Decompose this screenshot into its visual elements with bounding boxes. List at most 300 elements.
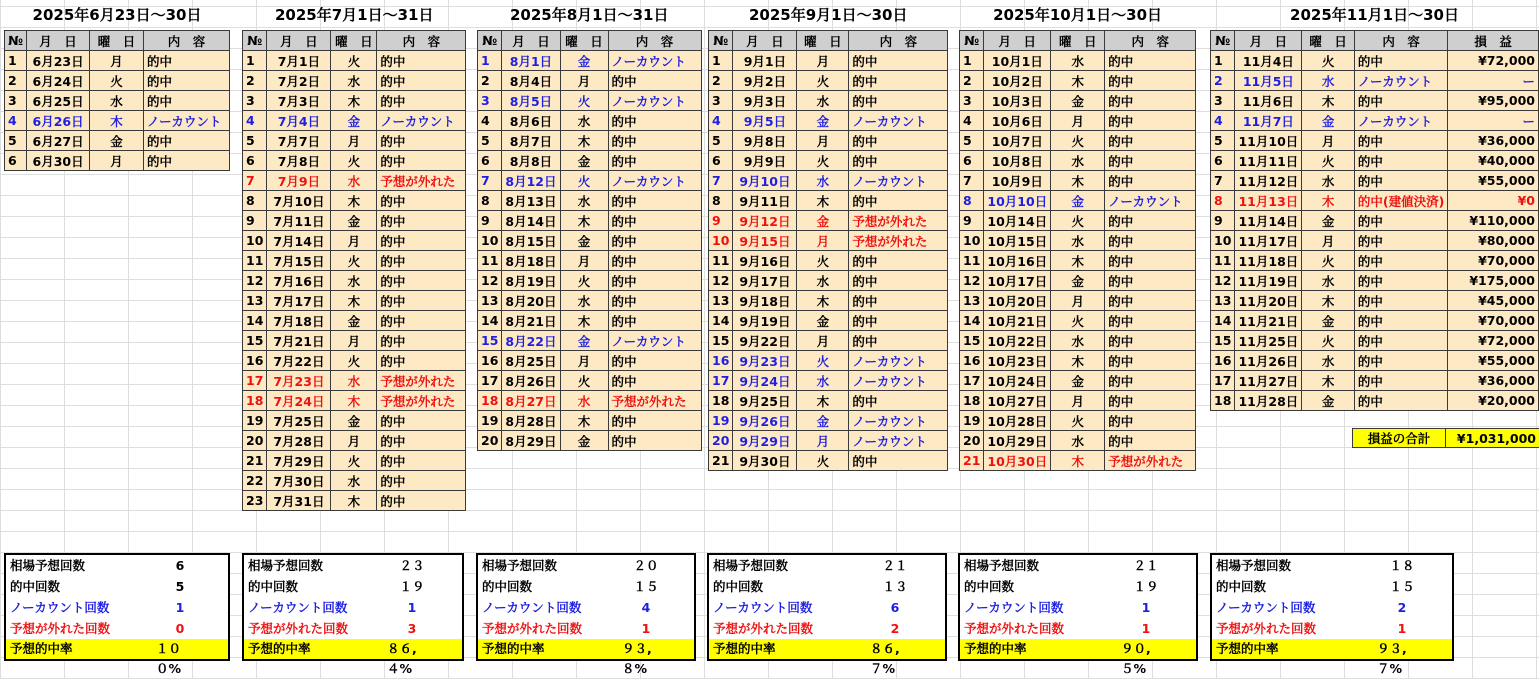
row-dow: 木 (331, 291, 377, 311)
summary-row (960, 639, 1196, 676)
row-no: 4 (5, 111, 27, 131)
row-no: 1 (5, 51, 27, 71)
block-title: 2025年8月1日～31日 (510, 6, 669, 24)
row-no: 10 (1211, 231, 1235, 251)
row-dow: 月 (331, 231, 377, 251)
summary-row (1212, 555, 1452, 576)
row-dow: 水 (331, 371, 377, 391)
row-content: 的中 (608, 311, 701, 331)
row-dow: 金 (1051, 271, 1105, 291)
row-no: 9 (1211, 211, 1235, 231)
header-no: № (478, 31, 502, 51)
row-no: 21 (243, 451, 267, 471)
row-date: 8月28日 (502, 411, 560, 431)
row-dow: 金 (90, 131, 144, 151)
table-row (243, 51, 466, 71)
row-date: 8月13日 (502, 191, 560, 211)
summary-label: 的中回数 (713, 579, 764, 594)
row-content: 的中 (377, 191, 466, 211)
row-date: 7月31日 (267, 491, 331, 511)
row-content: 的中 (377, 431, 466, 451)
row-date: 11月25日 (1235, 331, 1302, 351)
row-content: 的中 (1354, 131, 1447, 151)
row-date: 10月21日 (984, 311, 1051, 331)
row-date: 10月23日 (984, 351, 1051, 371)
table-row (478, 51, 702, 71)
row-no: 1 (243, 51, 267, 71)
row-content: 的中 (608, 271, 701, 291)
table-row (243, 231, 466, 251)
summary-value: ８６,７% (870, 641, 900, 676)
row-no: 14 (1211, 311, 1235, 331)
row-no: 19 (709, 411, 733, 431)
table-row (243, 251, 466, 271)
row-dow: 月 (90, 151, 144, 171)
row-dow: 火 (1302, 251, 1355, 271)
row-dow: 水 (1302, 71, 1355, 91)
row-no: 16 (243, 351, 267, 371)
table-row (478, 151, 702, 171)
row-no: 3 (5, 91, 27, 111)
row-no: 15 (243, 331, 267, 351)
row-date: 11月18日 (1235, 251, 1302, 271)
row-pl: ¥95,000 (1448, 91, 1539, 111)
header-dow: 曜 日 (331, 31, 377, 51)
row-no: 11 (709, 251, 733, 271)
block-title: 2025年6月23日～30日 (32, 6, 202, 24)
summary-value: １００% (156, 641, 182, 676)
summary-label: 予想的中率 (964, 641, 1027, 656)
row-dow: 木 (331, 91, 377, 111)
summary-value: 1 (175, 600, 185, 615)
row-date: 7月1日 (267, 51, 331, 71)
summary-value: １５ (633, 579, 659, 594)
row-dow: 水 (1051, 431, 1105, 451)
row-date: 9月18日 (733, 291, 797, 311)
row-no: 23 (243, 491, 267, 511)
table-row (243, 151, 466, 171)
row-content: ノーカウント (849, 171, 948, 191)
row-dow: 木 (90, 111, 144, 131)
month-block-3 (477, 0, 702, 451)
header-row (1211, 31, 1539, 51)
table-row (1211, 231, 1539, 251)
row-content: 的中 (1354, 171, 1447, 191)
summary-row (6, 618, 228, 639)
row-content: 的中 (1105, 231, 1196, 251)
table-row (960, 251, 1196, 271)
header-row (709, 31, 948, 51)
summary-label: 的中回数 (964, 579, 1015, 594)
row-no: 4 (960, 111, 984, 131)
row-dow: 火 (797, 151, 849, 171)
row-date: 7月7日 (267, 131, 331, 151)
table-row (243, 451, 466, 471)
table-row (243, 271, 466, 291)
row-content: 的中 (1354, 271, 1447, 291)
row-date: 7月10日 (267, 191, 331, 211)
row-date: 11月14日 (1235, 211, 1302, 231)
summary-row (478, 555, 694, 576)
table-row (709, 191, 948, 211)
table-row (960, 331, 1196, 351)
row-no: 7 (960, 171, 984, 191)
row-date: 7月4日 (267, 111, 331, 131)
row-dow: 火 (1051, 311, 1105, 331)
row-dow: 金 (560, 231, 608, 251)
results-table (959, 30, 1196, 471)
row-dow: 月 (797, 331, 849, 351)
row-pl: ー (1448, 71, 1539, 91)
row-dow: 月 (1302, 231, 1355, 251)
row-dow: 火 (1051, 211, 1105, 231)
row-no: 22 (243, 471, 267, 491)
summary-box (4, 553, 230, 676)
row-date: 6月24日 (27, 71, 90, 91)
table-row (243, 331, 466, 351)
summary-value: 1 (1141, 621, 1151, 636)
row-dow: 月 (1051, 111, 1105, 131)
table-row (5, 111, 230, 131)
row-no: 7 (243, 171, 267, 191)
row-content: 的中 (144, 131, 230, 151)
row-pl: ¥20,000 (1448, 391, 1539, 411)
row-no: 5 (243, 131, 267, 151)
table-row (478, 171, 702, 191)
row-content: 的中 (1105, 91, 1196, 111)
block-title: 2025年10月1日～30日 (993, 6, 1163, 24)
table-row (960, 291, 1196, 311)
row-dow: 水 (1051, 231, 1105, 251)
table-row (478, 91, 702, 111)
row-content: 的中 (1105, 351, 1196, 371)
row-content: 的中 (377, 151, 466, 171)
table-row (478, 211, 702, 231)
row-content: 予想が外れた (377, 371, 466, 391)
row-content: 的中 (377, 411, 466, 431)
row-content: 予想が外れた (377, 391, 466, 411)
summary-label: ノーカウント回数 (482, 600, 582, 615)
row-no: 15 (709, 331, 733, 351)
summary-label: 予想が外れた回数 (482, 621, 583, 636)
row-no: 10 (960, 231, 984, 251)
summary-label: ノーカウント回数 (713, 600, 813, 615)
table-row (960, 231, 1196, 251)
table-row (1211, 111, 1539, 131)
table-row (243, 351, 466, 371)
summary-label: 相場予想回数 (10, 558, 86, 573)
header-row (5, 31, 230, 51)
row-date: 7月24日 (267, 391, 331, 411)
row-no: 8 (960, 191, 984, 211)
row-no: 9 (960, 211, 984, 231)
table-row (478, 251, 702, 271)
row-date: 7月14日 (267, 231, 331, 251)
header-content: 内 容 (144, 31, 230, 51)
row-dow: 木 (331, 191, 377, 211)
table-row (1211, 391, 1539, 411)
row-date: 9月22日 (733, 331, 797, 351)
table-row (243, 411, 466, 431)
summary-value: １５ (1389, 579, 1415, 594)
row-date: 10月27日 (984, 391, 1051, 411)
row-content: 的中 (1354, 311, 1447, 331)
row-dow: 火 (560, 91, 608, 111)
table-row (243, 211, 466, 231)
summary-label: 的中回数 (248, 579, 299, 594)
summary-row (6, 639, 228, 676)
row-content: 的中 (1354, 51, 1447, 71)
summary-box (707, 553, 947, 676)
row-no: 1 (960, 51, 984, 71)
row-date: 7月25日 (267, 411, 331, 431)
row-date: 11月20日 (1235, 291, 1302, 311)
summary-label: 予想的中率 (1216, 641, 1279, 656)
row-dow: 火 (1051, 411, 1105, 431)
row-no: 2 (5, 71, 27, 91)
row-dow: 金 (560, 51, 608, 71)
row-content: 的中 (608, 111, 701, 131)
summary-value: １９ (1133, 579, 1159, 594)
row-date: 7月11日 (267, 211, 331, 231)
row-date: 9月12日 (733, 211, 797, 231)
block-title: 2025年7月1日～31日 (274, 6, 434, 24)
header-content: 内 容 (1354, 31, 1447, 51)
table-row (709, 71, 948, 91)
header-pl: 損 益 (1448, 31, 1539, 51)
row-dow: 月 (797, 231, 849, 251)
month-block-2 (242, 0, 466, 511)
table-row (478, 351, 702, 371)
row-dow: 月 (560, 251, 608, 271)
results-table (242, 30, 466, 511)
row-no: 4 (243, 111, 267, 131)
table-row (1211, 71, 1539, 91)
row-no: 2 (243, 71, 267, 91)
row-no: 6 (709, 151, 733, 171)
row-dow: 水 (1302, 351, 1355, 371)
table-row (1211, 331, 1539, 351)
row-content: ノーカウント (608, 171, 701, 191)
row-dow: 木 (1302, 371, 1355, 391)
month-block-5 (959, 0, 1196, 471)
row-dow: 金 (797, 311, 849, 331)
row-dow: 木 (331, 491, 377, 511)
table-row (243, 111, 466, 131)
row-date: 9月1日 (733, 51, 797, 71)
row-date: 7月9日 (267, 171, 331, 191)
row-content: 的中 (608, 191, 701, 211)
row-content: 予想が外れた (1105, 451, 1196, 471)
table-row (709, 171, 948, 191)
header-date: 月 日 (27, 31, 90, 51)
row-content: 的中 (1105, 331, 1196, 351)
row-dow: 金 (797, 111, 849, 131)
summary-row (709, 597, 945, 618)
row-no: 7 (478, 171, 502, 191)
summary-value: １９ (399, 579, 425, 594)
row-content: 的中 (377, 231, 466, 251)
row-date: 11月6日 (1235, 91, 1302, 111)
row-dow: 金 (331, 111, 377, 131)
row-pl: ¥80,000 (1448, 231, 1539, 251)
table-row (478, 371, 702, 391)
row-content: 的中 (608, 231, 701, 251)
row-no: 3 (478, 91, 502, 111)
summary-label: 予想が外れた回数 (248, 621, 349, 636)
summary-value: ２０ (633, 558, 659, 573)
summary-label: 予想が外れた回数 (964, 621, 1065, 636)
row-no: 18 (709, 391, 733, 411)
row-no: 7 (709, 171, 733, 191)
row-date: 7月23日 (267, 371, 331, 391)
row-no: 6 (1211, 151, 1235, 171)
row-no: 4 (478, 111, 502, 131)
row-dow: 金 (1051, 91, 1105, 111)
row-content: 的中 (377, 471, 466, 491)
table-row (709, 411, 948, 431)
row-dow: 水 (331, 471, 377, 491)
row-date: 9月19日 (733, 311, 797, 331)
summary-label: 的中回数 (1216, 579, 1267, 594)
row-content: 的中 (1354, 91, 1447, 111)
table-row (5, 91, 230, 111)
row-date: 11月13日 (1235, 191, 1302, 211)
row-pl: ¥72,000 (1448, 331, 1539, 351)
row-dow: 木 (560, 131, 608, 151)
row-date: 11月19日 (1235, 271, 1302, 291)
table-row (960, 171, 1196, 191)
row-dow: 金 (1302, 211, 1355, 231)
row-no: 5 (709, 131, 733, 151)
row-dow: 火 (797, 251, 849, 271)
row-dow: 火 (560, 271, 608, 291)
row-no: 1 (709, 51, 733, 71)
table-row (243, 131, 466, 151)
row-dow: 金 (1051, 191, 1105, 211)
row-no: 1 (1211, 51, 1235, 71)
row-no: 5 (5, 131, 27, 151)
table-row (709, 91, 948, 111)
row-date: 7月18日 (267, 311, 331, 331)
row-dow: 水 (797, 371, 849, 391)
summary-label: 予想が外れた回数 (713, 621, 814, 636)
summary-label: 相場予想回数 (482, 558, 558, 573)
row-no: 15 (478, 331, 502, 351)
profit-total (1352, 428, 1539, 448)
summary-row (478, 576, 694, 597)
results-table (477, 30, 702, 451)
row-dow: 木 (1051, 351, 1105, 371)
table-row (243, 491, 466, 511)
row-content: 的中 (1105, 251, 1196, 271)
row-date: 10月8日 (984, 151, 1051, 171)
row-no: 12 (243, 271, 267, 291)
row-dow: 金 (1302, 391, 1355, 411)
table-row (709, 231, 948, 251)
row-date: 10月30日 (984, 451, 1051, 471)
table-row (478, 291, 702, 311)
row-date: 11月17日 (1235, 231, 1302, 251)
row-date: 9月24日 (733, 371, 797, 391)
row-content: ノーカウント (608, 51, 701, 71)
summary-row (1212, 639, 1452, 676)
row-pl: ¥110,000 (1448, 211, 1539, 231)
table-row (243, 71, 466, 91)
row-dow: 月 (797, 51, 849, 71)
row-date: 8月19日 (502, 271, 560, 291)
row-date: 9月11日 (733, 191, 797, 211)
row-dow: 金 (1302, 311, 1355, 331)
row-content: 的中 (1105, 431, 1196, 451)
row-date: 11月4日 (1235, 51, 1302, 71)
header-dow: 曜 日 (1051, 31, 1105, 51)
row-no: 16 (1211, 351, 1235, 371)
row-date: 10月2日 (984, 71, 1051, 91)
row-content: 的中 (1354, 211, 1447, 231)
row-date: 6月26日 (27, 111, 90, 131)
row-date: 6月23日 (27, 51, 90, 71)
table-row (478, 131, 702, 151)
row-dow: 水 (797, 271, 849, 291)
table-row (1211, 311, 1539, 331)
row-dow: 金 (560, 151, 608, 171)
table-row (960, 71, 1196, 91)
row-dow: 水 (560, 291, 608, 311)
row-no: 13 (709, 291, 733, 311)
row-dow: 水 (331, 271, 377, 291)
summary-value: 1 (641, 621, 651, 636)
row-dow: 火 (560, 371, 608, 391)
summary-value: ２３ (399, 558, 425, 573)
summary-row (244, 597, 462, 618)
summary-value: 6 (890, 600, 900, 615)
summary-row (6, 597, 228, 618)
row-no: 20 (709, 431, 733, 451)
row-content: 的中 (849, 291, 948, 311)
row-dow: 月 (560, 351, 608, 371)
summary-row (960, 597, 1196, 618)
row-dow: 木 (331, 391, 377, 411)
row-content: 的中 (1354, 231, 1447, 251)
row-content: 的中 (1105, 211, 1196, 231)
table-row (709, 351, 948, 371)
results-table (4, 30, 230, 171)
row-dow: 火 (797, 71, 849, 91)
row-no: 20 (960, 431, 984, 451)
summary-row (244, 618, 462, 639)
row-content: 的中 (608, 411, 701, 431)
table-row (478, 271, 702, 291)
header-no: № (243, 31, 267, 51)
row-date: 10月28日 (984, 411, 1051, 431)
row-date: 8月20日 (502, 291, 560, 311)
row-date: 8月26日 (502, 371, 560, 391)
row-content: 的中 (1354, 331, 1447, 351)
row-content: 的中 (377, 491, 466, 511)
row-date: 8月5日 (502, 91, 560, 111)
row-date: 10月24日 (984, 371, 1051, 391)
table-row (709, 431, 948, 451)
row-date: 7月8日 (267, 151, 331, 171)
table-row (5, 131, 230, 151)
row-content: 的中(建値決済) (1354, 191, 1447, 211)
header-content: 内 容 (377, 31, 466, 51)
row-no: 18 (478, 391, 502, 411)
row-dow: 月 (90, 51, 144, 71)
row-dow: 水 (560, 191, 608, 211)
row-content: ノーカウント (608, 331, 701, 351)
